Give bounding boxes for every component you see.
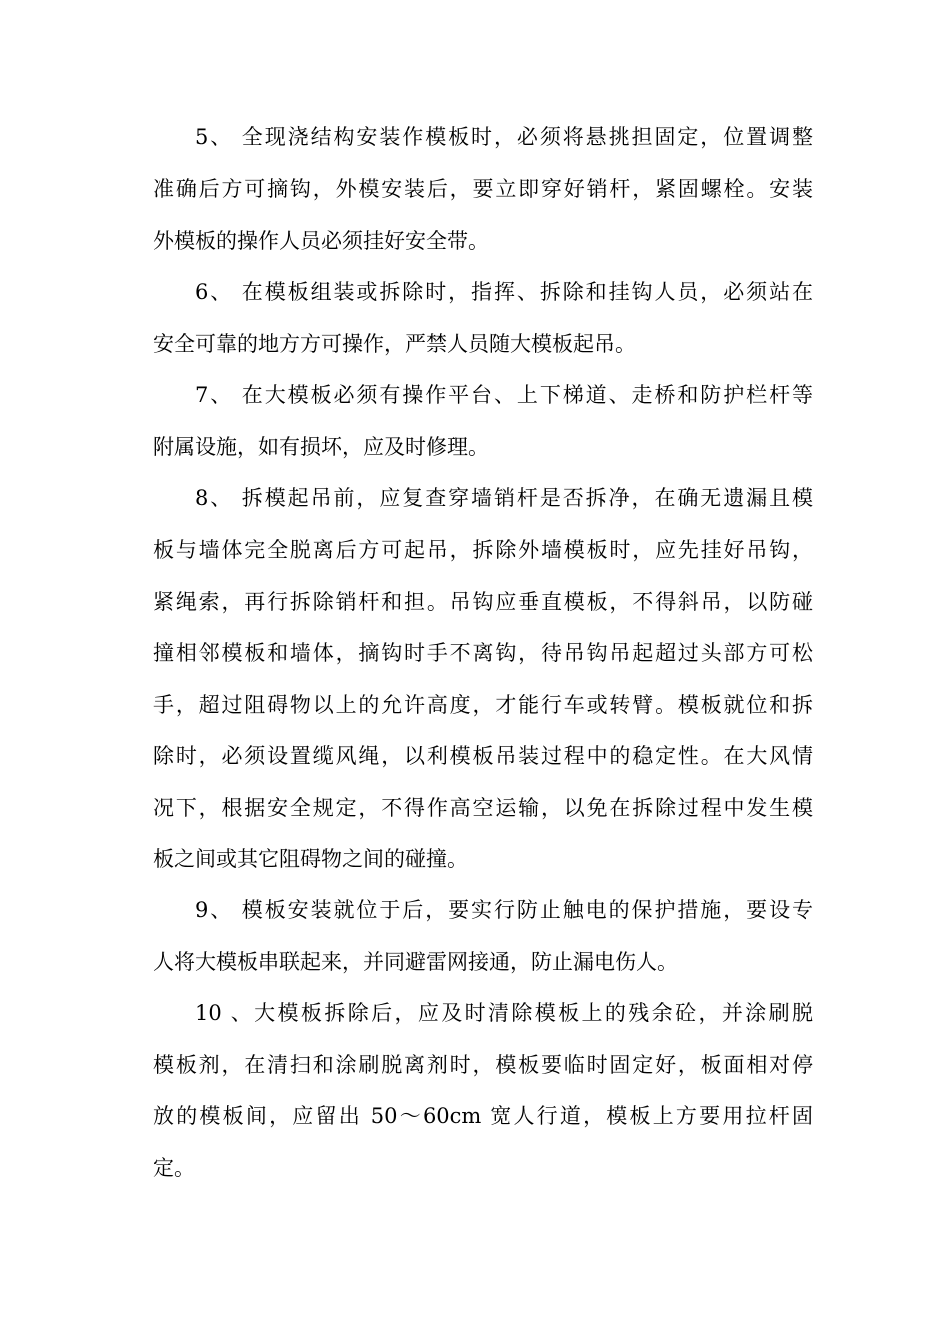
text-line: 附属设施，如有损坏，应及时修理。: [153, 435, 489, 459]
text-line: 定。: [153, 1156, 195, 1180]
text-line: 5、 全现浇结构安装作模板时，必须将悬挑担固定，位置调整: [195, 125, 813, 149]
text-line: 板之间或其它阻碍物之间的碰撞。: [153, 847, 468, 871]
text-line: 6、 在模板组装或拆除时，指挥、拆除和挂钩人员，必须站在: [195, 280, 813, 304]
text-line: 除时，必须设置缆风绳，以利模板吊装过程中的稳定性。在大风情: [153, 744, 813, 768]
text-line: 10 、大模板拆除后，应及时清除模板上的残余砼，并涂刷脱: [195, 1001, 813, 1025]
text-line: 紧绳索，再行拆除销杆和担。吊钩应垂直模板，不得斜吊，以防碰: [153, 590, 813, 614]
text-line: 板与墙体完全脱离后方可起吊，拆除外墙模板时，应先挂好吊钩，: [153, 538, 813, 562]
text-line: 放的模板间，应留出 50～60cm 宽人行道，模板上方要用拉杆固: [153, 1104, 813, 1128]
text-line: 模板剂，在清扫和涂刷脱离剂时，模板要临时固定好，板面相对停: [153, 1053, 813, 1077]
text-line: 外模板的操作人员必须挂好安全带。: [153, 229, 489, 253]
text-line: 7、 在大模板必须有操作平台、上下梯道、走桥和防护栏杆等: [195, 383, 813, 407]
text-line: 手，超过阻碍物以上的允许高度，才能行车或转臂。模板就位和拆: [153, 693, 813, 717]
text-line: 撞相邻模板和墙体，摘钩时手不离钩，待吊钩吊起超过头部方可松: [153, 641, 813, 665]
text-line: 准确后方可摘钩，外模安装后，要立即穿好销杆，紧固螺栓。安装: [153, 177, 813, 201]
text-line: 人将大模板串联起来，并同避雷网接通，防止漏电伤人。: [153, 950, 678, 974]
text-line: 安全可靠的地方方可操作，严禁人员随大模板起吊。: [153, 332, 636, 356]
text-line: 9、 模板安装就位于后，要实行防止触电的保护措施，要设专: [195, 898, 813, 922]
text-line: 况下，根据安全规定，不得作高空运输，以免在拆除过程中发生模: [153, 796, 813, 820]
text-line: 8、 拆模起吊前，应复查穿墙销杆是否拆净，在确无遗漏且模: [195, 486, 813, 510]
